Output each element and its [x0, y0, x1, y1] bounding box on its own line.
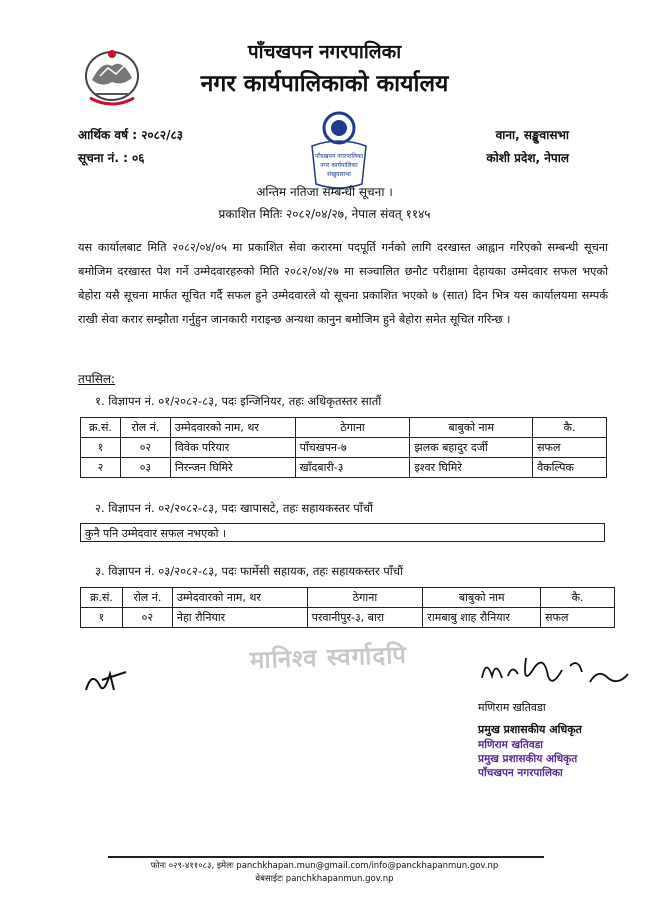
col-remarks: कै.	[541, 588, 615, 608]
address-block	[486, 124, 569, 170]
handwritten-signature	[478, 648, 638, 704]
svg-text:नगर कार्यपालिका: नगर कार्यपालिका	[320, 162, 358, 169]
cell-remarks: वैकल्पिक	[533, 458, 607, 478]
footer-contact: फोनः ०२९-४११०८३, इमेलः panchkhapan.mun@gmail.com/info@panckhapanmun.gov.np	[150, 861, 499, 871]
section-2-heading: २. विज्ञापन नं. ०२/२०८२-८३, पदः खापासटे, तहः सहायकस्तर पाँचौं	[95, 501, 374, 515]
col-roll: रोल नं.	[120, 418, 170, 438]
table-header-row	[81, 588, 615, 608]
fiscal-year: आर्थिक वर्ष : २०८२/८३	[78, 128, 184, 142]
col-address: ठेगाना	[295, 418, 410, 438]
signatory-stamp	[478, 738, 577, 780]
watermark-text: मानिश्व स्वर्गादपि	[249, 640, 408, 675]
section-3-heading: ३. विज्ञापन नं. ०३/२०८२-८३, पदः फार्मेसी सहायक, तहः सहायकस्तर पाँचौं	[95, 564, 404, 578]
col-father-name: बाबुको नाम	[423, 588, 541, 608]
cell-serial: २	[81, 458, 121, 478]
footer-divider	[108, 856, 544, 858]
reference-block	[78, 124, 183, 170]
stamp-designation: प्रमुख प्रशासकीय अधिकृत	[478, 753, 578, 765]
table-header-row	[81, 418, 607, 438]
cell-roll: ०२	[120, 438, 170, 458]
details-label: तपसिल:	[78, 372, 116, 386]
cell-candidate-name: नेहा रौनियार	[172, 608, 307, 628]
notice-title: अन्तिम नतिजा सम्बन्धी सूचना ।	[256, 185, 393, 199]
col-address: ठेगाना	[307, 588, 423, 608]
cell-address: खाँदबारी-३	[295, 458, 410, 478]
published-date: प्रकाशित मितिः २०८२/०४/२७, नेपाल संवत् ११४५	[218, 207, 431, 221]
col-roll: रोल नं.	[122, 588, 172, 608]
address-line-1: वाना, सङ्खुवासभा	[495, 128, 569, 142]
cell-address: पाँचखपन-७	[295, 438, 410, 458]
cell-candidate-name: विवेक परियार	[170, 438, 295, 458]
cell-father-name: इश्वर घिमिरे	[410, 458, 533, 478]
address-line-2: कोशी प्रदेश, नेपाल	[486, 151, 569, 165]
no-successful-candidate-note: कुनै पनि उम्मेदवार सफल नभएको ।	[80, 523, 605, 542]
cell-roll: ०३	[120, 458, 170, 478]
col-serial: क्र.सं.	[81, 588, 123, 608]
cell-remarks: सफल	[541, 608, 615, 628]
svg-text:संखुवासभा: संखुवासभा	[327, 171, 351, 178]
notice-number: सूचना नं. : ०६	[78, 151, 145, 165]
cell-father-name: झलक बहादुर दर्जी	[410, 438, 533, 458]
signatory-name: मणिराम खतिवडा	[478, 701, 546, 714]
section-3-table	[80, 587, 615, 628]
table-row	[81, 458, 607, 478]
organization-name: पाँचखपन नगरपालिका	[247, 41, 402, 63]
stamp-organization: पाँचखपन नगरपालिका	[478, 767, 563, 779]
col-candidate-name: उम्मेदवारको नाम, थर	[170, 418, 295, 438]
cell-father-name: रामबाबु शाह रौनियार	[423, 608, 541, 628]
table-row	[81, 608, 615, 628]
stamp-name: मणिराम खतिवडा	[478, 739, 544, 751]
cell-serial: १	[81, 608, 123, 628]
cell-candidate-name: निरन्जन घिमिरे	[170, 458, 295, 478]
section-1-heading: १. विज्ञापन नं. ०१/२०८२-८३, पदः इन्जिनियर, तहः अधिकृतस्तर सातौं	[95, 394, 382, 408]
signatory-designation: प्रमुख प्रशासकीय अधिकृत	[478, 723, 582, 736]
cell-address: परवानीपुर-३, बारा	[307, 608, 423, 628]
cell-remarks: सफल	[533, 438, 607, 458]
cell-roll: ०२	[122, 608, 172, 628]
svg-text:पाँचखपन नगरपालिका: पाँचखपन नगरपालिका	[314, 153, 364, 160]
initial-signature	[82, 660, 132, 704]
col-candidate-name: उम्मेदवारको नाम, थर	[172, 588, 307, 608]
notice-body: यस कार्यालबाट मिति २०८२/०४/०५ मा प्रकाशित सेवा करारमा पदपूर्ति गर्नको लागि दरखास्त आह्वान गरिएको सम्बन्धी सूचना बमोजिम दरखास्त पेश गर्ने उम्मेदवारहरुको मिति २०८२/०४/२७ मा सञ्चालित छनौट परीक्षामा देहायका उम्मेदवार सफल भएको बेहोरा यसै सूचना मार्फत सूचित गर्दै सफल हुने उम्मेदवारले यो सूचना प्रकाशित भएको ७ (सात) दिन भित्र यस कार्यालयमा सम्पर्क राखी सेवा करार सम्झौता गर्नुहुन जानकारी गराइन्छ अन्यथा कानुन बमोजिम हुने बेहोरा समेत सूचित गरिन्छ ।	[78, 241, 608, 326]
cell-serial: १	[81, 438, 121, 458]
col-remarks: कै.	[533, 418, 607, 438]
office-name: नगर कार्यपालिकाको कार्यालय	[200, 71, 449, 97]
col-father-name: बाबुको नाम	[410, 418, 533, 438]
office-seal	[300, 106, 378, 192]
col-serial: क्र.सं.	[81, 418, 121, 438]
footer-website: वेबसाईटः panchkhapanmun.gov.np	[255, 874, 394, 884]
section-1-table	[80, 417, 607, 478]
table-row	[81, 438, 607, 458]
